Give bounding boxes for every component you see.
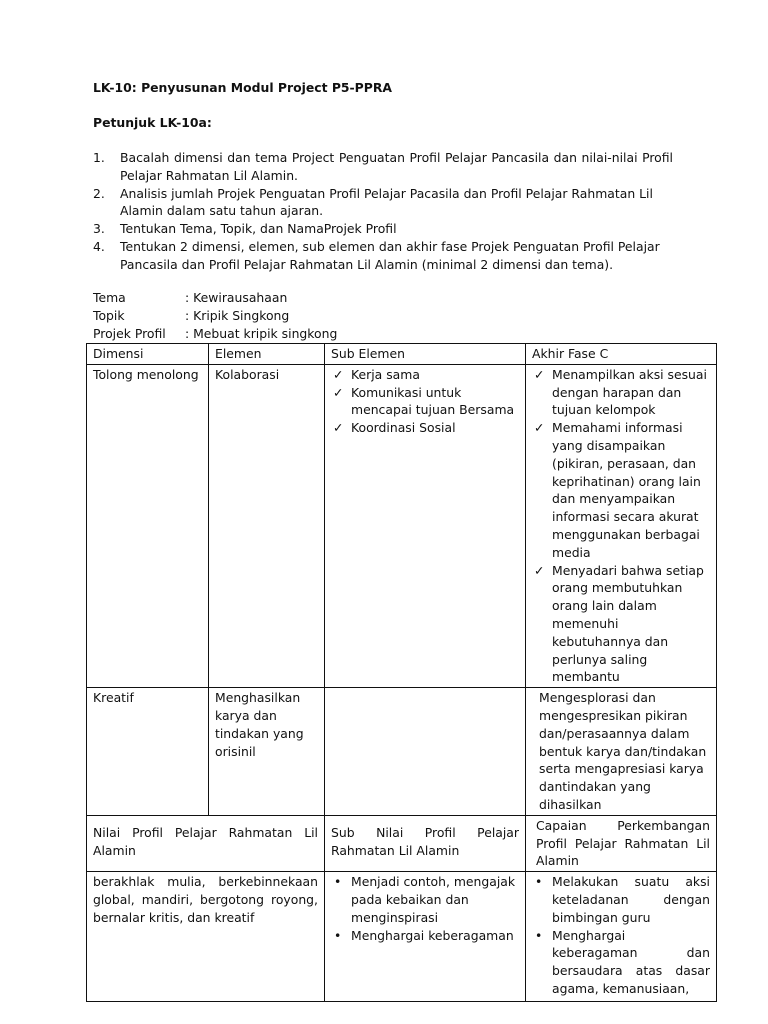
list-text: Menjadi contoh, mengajak pada kebaikan dan menginspirasi	[351, 874, 516, 925]
list-text: Menghargai keberagaman	[351, 927, 514, 943]
cell-sub-nilai-header	[325, 815, 526, 871]
cell-dimensi	[87, 364, 209, 687]
meta-row-tema	[93, 289, 337, 307]
instructions-list	[93, 149, 673, 274]
cell-text: berakhlak mulia, berkebinnekaan global, mandiri, bergotong royong, bernalar kritis, dan kreatif	[93, 874, 318, 925]
list-item	[532, 366, 710, 419]
list-text: Melakukan suatu aksi keteladanan dengan bimbingan guru	[552, 874, 710, 925]
meta-row-projek	[93, 325, 337, 343]
cell-text: Menghasilkan karya dan tindakan yang orisinil	[215, 690, 304, 759]
list-text: Bacalah dimensi dan tema Project Penguatan Profil Pelajar Pancasila dan nilai-nilai Profil Pelajar Rahmatan Lil Alamin.	[120, 150, 673, 183]
bullet-icon: •	[334, 927, 342, 943]
list-item	[532, 562, 710, 687]
list-item	[331, 419, 519, 437]
cell-elemen	[209, 364, 325, 687]
meta-value: : Kewirausahaan	[185, 290, 288, 305]
cell-sub-elemen	[325, 688, 526, 816]
list-item	[93, 185, 673, 221]
list-number: 3.	[93, 221, 105, 237]
bullet-icon: •	[334, 874, 342, 890]
check-icon: ✓	[333, 366, 344, 382]
project-meta	[93, 289, 337, 342]
cell-text: Kreatif	[93, 690, 134, 706]
list-text: Memahami informasi yang disampaikan (pikiran, perasaan, dan keprihatinan) orang lain dan menyampaikan informasi secara akurat menggunakan berbagai media	[552, 420, 701, 560]
list-text: Kerja sama	[351, 366, 420, 382]
akhir-fase-list	[532, 366, 710, 686]
cell-capaian	[526, 872, 717, 1002]
check-icon: ✓	[534, 562, 545, 578]
cell-text: Tolong menolong	[93, 366, 199, 382]
meta-value: : Kripik Singkong	[185, 307, 290, 323]
check-icon: ✓	[534, 366, 545, 382]
cell-elemen	[209, 688, 325, 816]
cell-sub-elemen	[325, 364, 526, 687]
check-icon: ✓	[333, 420, 344, 436]
list-item	[93, 149, 673, 185]
check-icon: ✓	[333, 384, 344, 400]
meta-label: Topik	[93, 307, 125, 323]
table-row	[87, 872, 717, 1002]
meta-label: Tema	[93, 290, 126, 305]
cell-text: Kolaborasi	[215, 366, 280, 382]
cell-sub-nilai	[325, 872, 526, 1002]
capaian-list	[532, 873, 710, 998]
list-text: Tentukan 2 dimensi, elemen, sub elemen dan akhir fase Projek Penguatan Profil Pelajar Pancasila dan Profil Pelajar Rahmatan Lil Alamin (minimal 2 dimensi dan tema).	[120, 238, 660, 272]
list-item	[93, 238, 673, 274]
list-text: Menyadari bahwa setiap orang membutuhkan orang lain dalam memenuhi kebutuhannya dan perlunya saling membantu	[552, 562, 704, 685]
sub-elemen-list	[331, 366, 519, 437]
list-item	[331, 873, 519, 926]
table-row	[87, 688, 717, 816]
list-text: Komunikasi untuk mencapai tujuan Bersama	[351, 384, 515, 418]
cell-nilai	[87, 872, 325, 1002]
list-item	[532, 927, 710, 998]
list-item	[331, 927, 519, 945]
bullet-icon: •	[535, 927, 543, 943]
cell-akhir-fase	[526, 688, 717, 816]
bullet-icon: •	[535, 874, 543, 890]
list-item	[331, 384, 519, 420]
table-header-row	[87, 344, 717, 365]
sub-nilai-list	[331, 873, 519, 944]
cell-akhir-fase	[526, 364, 717, 687]
cell-text: Capaian Perkembangan Profil Pelajar Rahmatan Lil Alamin	[536, 817, 710, 869]
check-icon: ✓	[534, 420, 545, 436]
table-row	[87, 364, 717, 687]
list-number: 1.	[93, 150, 105, 165]
cell-capaian-header	[526, 815, 717, 871]
cell-dimensi	[87, 688, 209, 816]
list-item	[532, 419, 710, 561]
list-text: Tentukan Tema, Topik, dan NamaProjek Profil	[120, 221, 397, 237]
cell-text: Nilai Profil Pelajar Rahmatan Lil Alamin	[93, 824, 318, 858]
header-akhir-fase: Akhir Fase C	[526, 344, 717, 365]
list-text: Menghargai keberagaman dan bersaudara atas dasar agama, kemanusiaan,	[552, 927, 710, 996]
cell-text: Mengesplorasi dan mengespresikan pikiran dan/perasaannya dalam bentuk karya dan/tindakan serta mengapresiasi karya dantindakan yang dihasilkan	[539, 690, 707, 812]
list-number: 2.	[93, 185, 105, 201]
page-title: LK-10: Penyusunan Modul Project P5-PPRA	[93, 80, 392, 95]
list-item	[93, 220, 673, 238]
list-item	[532, 873, 710, 926]
header-dimensi: Dimensi	[87, 344, 209, 365]
section-title: Petunjuk LK-10a:	[93, 115, 212, 130]
list-text: Analisis jumlah Projek Penguatan Profil Pelajar Pacasila dan Profil Pelajar Rahmatan Lil Alamin dalam satu tahun ajaran.	[120, 185, 653, 219]
meta-value: : Mebuat kripik singkong	[185, 325, 338, 341]
list-text: Koordinasi Sosial	[351, 420, 456, 436]
table-row	[87, 815, 717, 871]
list-item	[331, 366, 519, 384]
meta-row-topik	[93, 307, 337, 325]
meta-label: Projek Profil	[93, 325, 166, 341]
list-text: Menampilkan aksi sesuai dengan harapan dan tujuan kelompok	[552, 366, 707, 418]
cell-text: Sub Nilai Profil Pelajar Rahmatan Lil Alamin	[331, 824, 519, 858]
list-number: 4.	[93, 238, 105, 254]
header-elemen: Elemen	[209, 344, 325, 365]
cell-nilai-header	[87, 815, 325, 871]
header-sub-elemen: Sub Elemen	[325, 344, 526, 365]
project-table	[86, 343, 717, 1002]
